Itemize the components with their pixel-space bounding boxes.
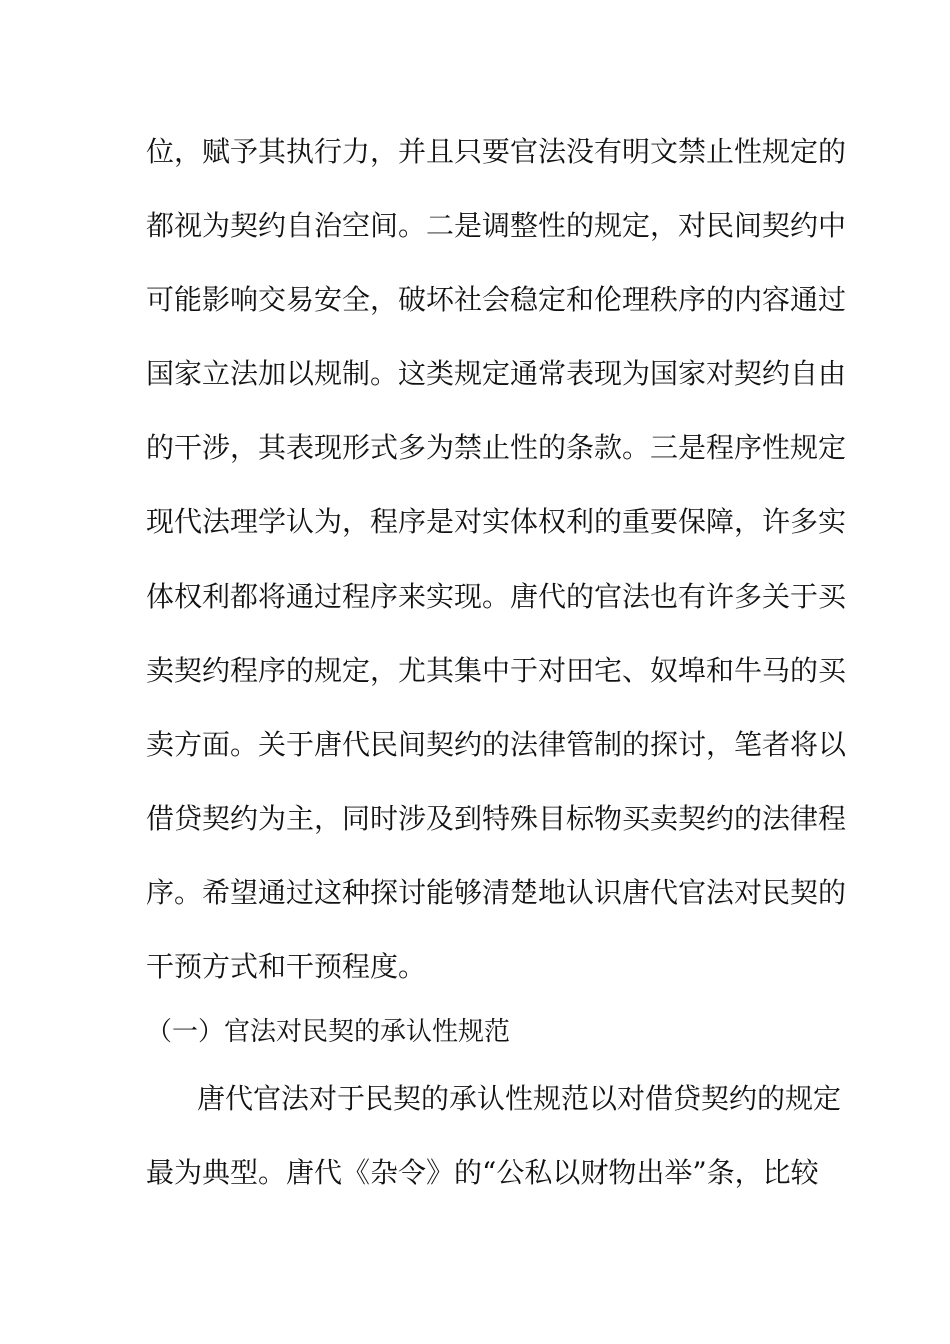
paragraph-line: 干预方式和干预程度。 <box>146 950 427 983</box>
paragraph-line: 的干涉，其表现形式多为禁止性的条款。三是程序性规定 <box>146 431 847 464</box>
paragraph-line: 唐代官法对于民契的承认性规范以对借贷契约的规定 <box>197 1082 842 1115</box>
section-heading: （一）官法对民契的承认性规范 <box>146 1017 511 1047</box>
paragraph-line: 体权利都将通过程序来实现。唐代的官法也有许多关于买 <box>146 580 847 613</box>
paragraph-line: 现代法理学认为，程序是对实体权利的重要保障，许多实 <box>146 505 847 538</box>
paragraph-line: 可能影响交易安全，破坏社会稳定和伦理秩序的内容通过 <box>146 283 847 316</box>
paragraph-line: 最为典型。唐代《杂令》的“公私以财物出举”条，比较 <box>146 1156 819 1189</box>
paragraph-line: 国家立法加以规制。这类规定通常表现为国家对契约自由 <box>146 357 847 390</box>
paragraph-line: 序。希望通过这种探讨能够清楚地认识唐代官法对民契的 <box>146 876 847 909</box>
paragraph-line: 卖契约程序的规定，尤其集中于对田宅、奴埠和牛马的买 <box>146 654 847 687</box>
paragraph-line: 位，赋予其执行力，并且只要官法没有明文禁止性规定的 <box>146 135 847 168</box>
paragraph-line: 都视为契约自治空间。二是调整性的规定，对民间契约中 <box>146 209 847 242</box>
paragraph-line: 借贷契约为主，同时涉及到特殊目标物买卖契约的法律程 <box>146 802 847 835</box>
paragraph-line: 卖方面。关于唐代民间契约的法律管制的探讨，笔者将以 <box>146 728 847 761</box>
